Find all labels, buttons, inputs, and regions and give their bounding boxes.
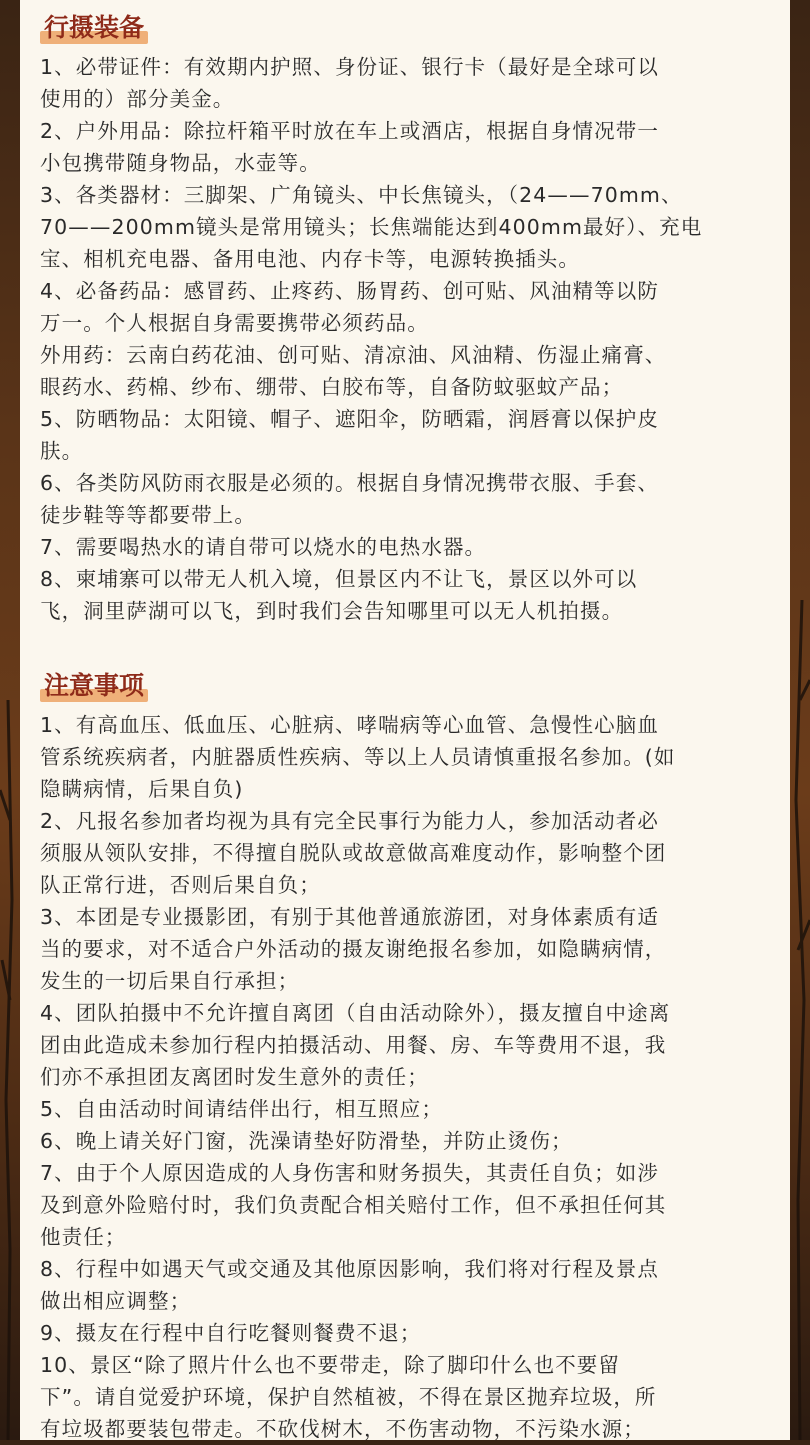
text-line: 4、团队拍摄中不允许擅自离团（自由活动除外），摄友擅自中途离 — [40, 1001, 671, 1025]
text-line: 10、景区“除了照片什么也不要带走，除了脚印什么也不要留 — [40, 1353, 621, 1377]
text-line: 1、必带证件：有效期内护照、身份证、银行卡（最好是全球可以 — [40, 55, 659, 79]
text-line: 3、各类器材：三脚架、广角镜头、中长焦镜头，（24——70mm、 — [40, 183, 683, 207]
text-line: 须服从领队安排，不得擅自脱队或故意做高难度动作，影响整个团 — [40, 841, 667, 865]
text-line: 及到意外险赔付时，我们负责配合相关赔付工作，但不承担任何其 — [40, 1193, 667, 1217]
text-line: 做出相应调整； — [40, 1289, 192, 1313]
text-line: 徒步鞋等等都要带上。 — [40, 503, 256, 527]
text-line: 3、本团是专业摄影团，有别于其他普通旅游团，对身体素质有适 — [40, 905, 659, 929]
text-line: 8、行程中如遇天气或交通及其他原因影响，我们将对行程及景点 — [40, 1257, 659, 1281]
content-panel — [20, 0, 790, 1440]
text-line: 团由此造成未参加行程内拍摄活动、用餐、房、车等费用不退，我 — [40, 1033, 667, 1057]
text-line: 70——200mm镜头是常用镜头；长焦端能达到400mm最好）、充电 — [40, 215, 703, 239]
section-heading-gear: 行摄装备 — [40, 10, 148, 46]
text-line: 管系统疾病者，内脏器质性疾病、等以上人员请慎重报名参加。(如 — [40, 745, 676, 769]
text-line: 7、由于个人原因造成的人身伤害和财务损失，其责任自负；如涉 — [40, 1161, 659, 1185]
text-line: 有垃圾都要装包带走。不砍伐树木，不伤害动物，不污染水源； — [40, 1417, 645, 1441]
text-line: 9、摄友在行程中自行吃餐则餐费不退； — [40, 1321, 422, 1345]
text-line: 肤。 — [40, 439, 84, 463]
gear-text-block — [40, 51, 778, 627]
text-line: 小包携带随身物品，水壶等。 — [40, 151, 321, 175]
text-line: 5、自由活动时间请结伴出行，相互照应； — [40, 1097, 443, 1121]
text-line: 发生的一切后果自行承担； — [40, 969, 300, 993]
section-heading-notices: 注意事项 — [40, 668, 148, 704]
text-line: 外用药：云南白药花油、创可贴、清凉油、风油精、伤湿止痛膏、 — [40, 343, 667, 367]
text-line: 当的要求，对不适合户外活动的摄友谢绝报名参加，如隐瞒病情， — [40, 937, 667, 961]
text-line: 队正常行进，否则后果自负； — [40, 873, 321, 897]
notices-text-block — [40, 709, 778, 1445]
text-line: 1、有高血压、低血压、心脏病、哮喘病等心血管、急慢性心脑血 — [40, 713, 659, 737]
text-line: 6、晚上请关好门窗，洗澡请垫好防滑垫，并防止烫伤； — [40, 1129, 573, 1153]
text-line: 2、户外用品：除拉杆箱平时放在车上或酒店，根据自身情况带一 — [40, 119, 659, 143]
text-line: 下”。请自觉爱护环境，保护自然植被，不得在景区抛弃垃圾，所 — [40, 1385, 657, 1409]
text-line: 4、必备药品：感冒药、止疼药、肠胃药、创可贴、风油精等以防 — [40, 279, 659, 303]
text-line: 7、需要喝热水的请自带可以烧水的电热水器。 — [40, 535, 487, 559]
text-line: 6、各类防风防雨衣服是必须的。根据自身情况携带衣服、手套、 — [40, 471, 659, 495]
text-line: 使用的）部分美金。 — [40, 87, 235, 111]
section-gear — [40, 10, 778, 627]
text-line: 万一。个人根据自身需要携带必须药品。 — [40, 311, 429, 335]
text-line: 8、柬埔寨可以带无人机入境，但景区内不让飞，景区以外可以 — [40, 567, 638, 591]
section-notices — [40, 668, 778, 1445]
text-line: 他责任； — [40, 1225, 127, 1249]
text-line: 2、凡报名参加者均视为具有完全民事行为能力人，参加活动者必 — [40, 809, 659, 833]
text-line: 隐瞒病情，后果自负) — [40, 777, 244, 801]
text-line: 宝、相机充电器、备用电池、内存卡等，电源转换插头。 — [40, 247, 580, 271]
text-line: 飞，洞里萨湖可以飞，到时我们会告知哪里可以无人机拍摄。 — [40, 599, 624, 623]
text-line: 眼药水、药棉、纱布、绷带、白胶布等，自备防蚊驱蚊产品； — [40, 375, 624, 399]
text-line: 5、防晒物品：太阳镜、帽子、遮阳伞，防晒霜，润唇膏以保护皮 — [40, 407, 659, 431]
text-line: 们亦不承担团友离团时发生意外的责任； — [40, 1065, 429, 1089]
